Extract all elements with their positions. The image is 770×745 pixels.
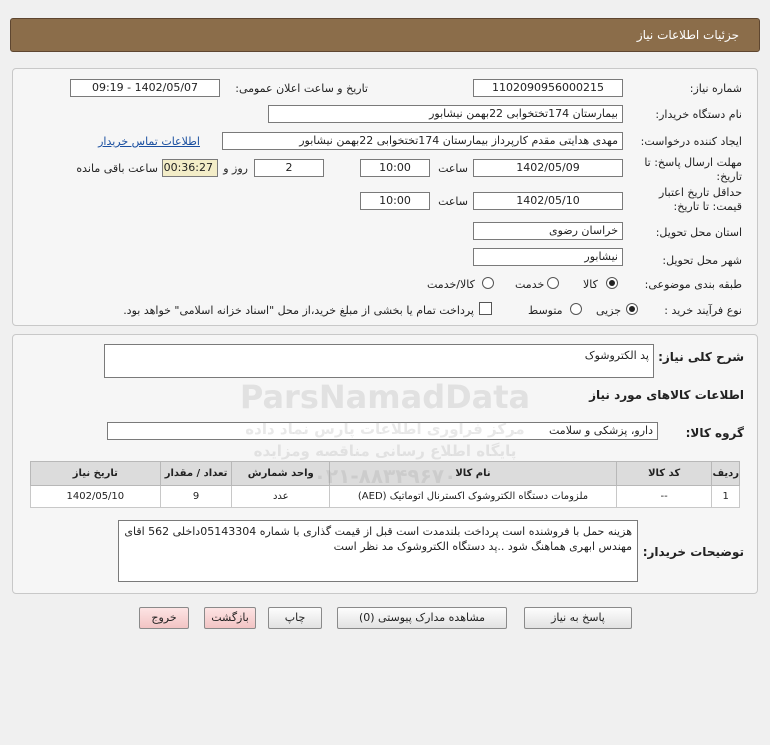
- validity-label: [659, 186, 742, 214]
- col-unit: واحد شمارش: [232, 462, 330, 486]
- category-radio-goods-service[interactable]: [482, 277, 494, 289]
- category-option-service: خدمت: [515, 278, 545, 291]
- back-button[interactable]: بازگشت: [204, 607, 256, 629]
- cell-quantity: 9: [160, 486, 232, 508]
- page-header: [10, 18, 760, 52]
- process-option-medium: متوسط: [528, 304, 563, 317]
- deadline-time-field: 10:00: [360, 159, 430, 177]
- buyer-org-label: نام دستگاه خریدار:: [655, 108, 742, 121]
- announce-datetime-label: تاریخ و ساعت اعلان عمومی:: [235, 82, 368, 95]
- category-label: طبقه بندی موضوعی:: [644, 278, 742, 291]
- validity-label-line2: قیمت: تا تاریخ:: [673, 200, 742, 213]
- process-option-minor: جزیی: [596, 304, 622, 317]
- reply-button[interactable]: پاسخ به نیاز: [524, 607, 632, 629]
- category-radio-goods[interactable]: [606, 277, 618, 289]
- col-row-number: ردیف: [712, 462, 740, 486]
- col-quantity: تعداد / مقدار: [160, 462, 232, 486]
- watermark: [205, 378, 565, 488]
- table-row: [31, 486, 740, 508]
- buyer-notes-field: هزینه حمل با فروشنده است پرداخت بلندمدت است قبل از قیمت گذاری با شماره 05143304داخلی 562 اقای مهندس ابهری هماهنگ شود ..پد دستگاه الکتروشوک مد نظر است: [118, 520, 638, 582]
- deadline-label-line1: مهلت ارسال پاسخ: تا: [644, 156, 742, 169]
- process-type-label: نوع فرآیند خرید :: [664, 304, 742, 317]
- watermark-phone: ۰۲۱-۸۸۳۴۹۶۷۰: [313, 464, 457, 488]
- print-button[interactable]: چاپ: [268, 607, 322, 629]
- watermark-line1: مرکز فراوری اطلاعات پارس نماد داده: [245, 420, 525, 438]
- buyer-contact-link[interactable]: اطلاعات تماس خریدار: [98, 135, 200, 148]
- remaining-time-field: 00:36:27: [162, 159, 218, 177]
- deadline-date-field: 1402/05/09: [473, 159, 623, 177]
- col-item-name: نام کالا: [330, 462, 617, 486]
- province-label: استان محل تحویل:: [655, 226, 742, 239]
- requester-label: ایجاد کننده درخواست:: [640, 135, 742, 148]
- treasury-payment-checkbox[interactable]: [479, 302, 492, 315]
- page-title: جزئیات اطلاعات نیاز: [636, 28, 739, 42]
- buyer-org-field: بیمارستان 174تختخوابی 22بهمن نیشابور: [268, 105, 623, 123]
- need-summary-field: پد الکتروشوک: [104, 344, 654, 378]
- treasury-payment-note: پرداخت تمام یا بخشی از مبلغ خرید،از محل "اسناد خزانه اسلامی" خواهد بود.: [123, 304, 474, 317]
- cell-item-code: --: [616, 486, 712, 508]
- category-option-goods: کالا: [583, 278, 598, 291]
- province-field: خراسان رضوی: [473, 222, 623, 240]
- watermark-line2: پایگاه اطلاع رسانی مناقصه ومزایده: [253, 442, 517, 460]
- category-option-goods-service: کالا/خدمت: [427, 278, 475, 291]
- watermark-brand: ParsNamadData: [239, 378, 531, 416]
- validity-date-field: 1402/05/10: [473, 192, 623, 210]
- col-item-code: کد کالا: [616, 462, 712, 486]
- validity-time-field: 10:00: [360, 192, 430, 210]
- category-radio-service[interactable]: [547, 277, 559, 289]
- validity-time-label: ساعت: [438, 195, 468, 208]
- city-label: شهر محل تحویل:: [662, 254, 742, 267]
- need-summary-label: شرح کلی نیاز:: [658, 350, 744, 364]
- need-number-label: شماره نیاز:: [689, 82, 742, 95]
- city-field: نیشابور: [473, 248, 623, 266]
- exit-button[interactable]: خروج: [139, 607, 189, 629]
- items-section-title: اطلاعات کالاهای مورد نیاز: [589, 388, 744, 402]
- cell-unit: عدد: [232, 486, 330, 508]
- goods-group-label: گروه کالا:: [685, 426, 744, 440]
- remaining-time-label: ساعت باقی مانده: [76, 162, 158, 175]
- goods-group-field: دارو، پزشکی و سلامت: [107, 422, 658, 440]
- validity-label-line1: حداقل تاریخ اعتبار: [658, 186, 742, 199]
- days-remaining-field: 2: [254, 159, 324, 177]
- view-attachments-button[interactable]: مشاهده مدارک پیوستی (0): [337, 607, 507, 629]
- deadline-time-label: ساعت: [438, 162, 468, 175]
- process-radio-minor[interactable]: [626, 303, 638, 315]
- announce-datetime-field: 1402/05/07 - 09:19: [70, 79, 220, 97]
- cell-need-date: 1402/05/10: [31, 486, 161, 508]
- process-radio-medium[interactable]: [570, 303, 582, 315]
- need-number-field: 1102090956000215: [473, 79, 623, 97]
- cell-item-name: ملزومات دستگاه الکتروشوک اکسترنال اتوماتیک (AED): [330, 486, 617, 508]
- deadline-label-line2: تاریخ:: [716, 170, 742, 183]
- col-need-date: تاریخ نیاز: [31, 462, 161, 486]
- requester-field: مهدی هدایتی مقدم کارپرداز بیمارستان 174تختخوابی 22بهمن نیشابور: [222, 132, 623, 150]
- days-label: روز و: [223, 162, 248, 175]
- buyer-notes-label: توضیحات خریدار:: [642, 545, 744, 559]
- cell-row-number: 1: [712, 486, 740, 508]
- deadline-label: [644, 156, 742, 184]
